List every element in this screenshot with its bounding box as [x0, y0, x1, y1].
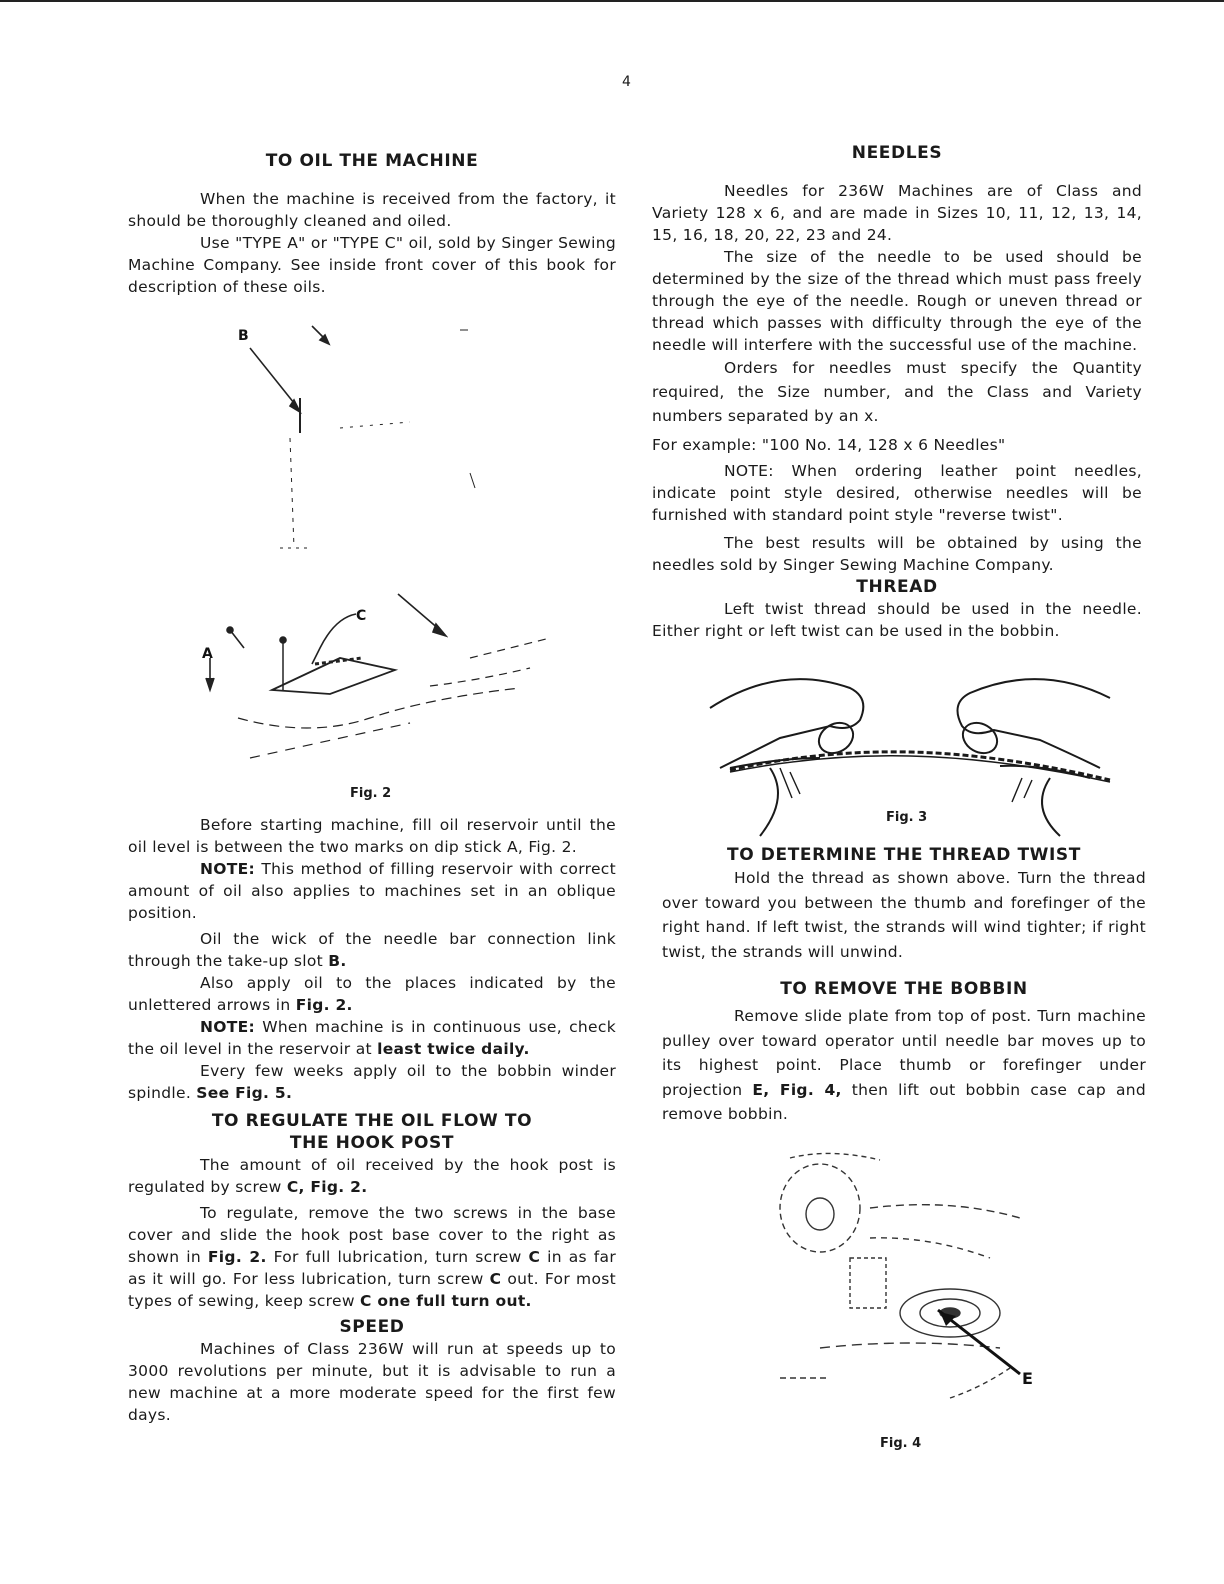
regulate-heading-1: TO REGULATE THE OIL FLOW TO — [211, 1111, 533, 1131]
fig3-caption: Fig. 3 — [886, 810, 928, 825]
needles-note-label: NOTE: — [724, 462, 774, 480]
regulate-p2-ref3: C — [489, 1270, 502, 1288]
regulate-p2-ref4: C one full turn out. — [360, 1292, 532, 1310]
note2-label: NOTE: — [200, 1018, 256, 1036]
regulate-p1-text: The amount of oil received by the hook post is regulated by screw — [128, 1156, 616, 1196]
twist-paragraph: Hold the thread as shown above. Turn the thread over toward you between the thumb and forefinger of the right hand. If left twist, the strands will wind tighter; if right twist, the strands will unwind. — [662, 869, 1146, 961]
fig2-arrow-right — [398, 594, 440, 630]
oil-heading: TO OIL THE MACHINE — [265, 151, 479, 171]
regulate-p2-ref2: C — [528, 1248, 541, 1266]
wick-text: Oil the wick of the needle bar connection link through the take-up slot — [128, 930, 616, 970]
arrows-text: Also apply oil to the places indicated by the unlettered arrows in — [128, 974, 616, 1014]
wick-ref: B. — [328, 952, 347, 970]
needles-note-text: When ordering leather point needles, indicate point style desired, otherwise needles will be furnished with standard point style "reverse twist". — [652, 462, 1143, 524]
fig3-left-thumbnail — [813, 717, 858, 759]
fig3-thread — [730, 752, 1110, 782]
twist-heading: TO DETERMINE THE THREAD TWIST — [727, 845, 1081, 865]
fig2-label-b: B — [238, 328, 249, 344]
fig2-c-leader — [312, 614, 356, 664]
regulate-p2-c: in as far as it will go. For less lubrication, turn screw — [128, 1248, 617, 1288]
speed-paragraph: Machines of Class 236W will run at speeds up to 3000 revolutions per minute, but it is advisable to run a new machine at a more moderate speed for the first few days. — [128, 1340, 616, 1424]
fig2-base-plate — [272, 658, 395, 694]
thread-heading: THREAD — [856, 577, 938, 597]
bobbin-winder-text: Every few weeks apply oil to the bobbin winder spindle. — [128, 1062, 616, 1102]
speed-heading: SPEED — [339, 1317, 405, 1337]
arrows-ref: Fig. 2. — [295, 996, 353, 1014]
fig2-b-leader — [250, 348, 298, 408]
regulate-p2-ref1: Fig. 2. — [207, 1248, 267, 1266]
regulate-p2-b: For full lubrication, turn screw — [273, 1248, 522, 1266]
fig3-right-thumbnail — [957, 717, 1002, 759]
bobbin-winder-ref: See Fig. 5. — [196, 1084, 293, 1102]
right-column-bottom — [662, 844, 1146, 1127]
note1-label: NOTE: — [200, 860, 256, 878]
regulate-heading-2: THE HOOK POST — [289, 1133, 455, 1153]
needles-paragraph-2: The size of the needle to be used should be determined by the size of the thread which must pass freely through the eye of the needle. Rough or uneven thread or thread which passes with difficulty through the eye of the needle will interfere with the successful use of the machine. — [652, 248, 1142, 354]
fig4-caption: Fig. 4 — [880, 1436, 922, 1451]
fig4-pulley — [780, 1164, 860, 1252]
thread-paragraph: Left twist thread should be used in the needle. Either right or left twist can be used in the bobbin. — [652, 600, 1142, 640]
right-column-top — [652, 142, 1142, 642]
needles-heading: NEEDLES — [851, 143, 943, 163]
oil-paragraph-2: Use "TYPE A" or "TYPE C" oil, sold by Singer Sewing Machine Company. See inside front cover of this book for description of these oils. — [128, 234, 616, 296]
fig2-b-arrowhead — [290, 400, 300, 412]
reservoir-paragraph: Before starting machine, fill oil reservoir until the oil level is between the two marks on dip stick A, Fig. 2. — [128, 816, 616, 856]
bobbin-p-a: Remove slide plate from top of post. Turn machine pulley over toward operator until needle bar moves up to its highest point. Place thumb or forefinger under projection — [662, 1007, 1146, 1099]
fig2-caption: Fig. 2 — [350, 786, 392, 801]
fig2-label-c: C — [356, 608, 367, 624]
bobbin-p-b: then lift out bobbin case cap and remove bobbin. — [662, 1080, 1147, 1123]
note1-text: This method of filling reservoir with correct amount of oil also applies to machines set in an oblique position. — [128, 860, 616, 922]
note2-bold: least twice daily. — [377, 1040, 530, 1058]
needles-paragraph-3: Orders for needles must specify the Quantity required, the Size number, and the Class and Variety numbers separated by an x. — [652, 359, 1142, 425]
oil-paragraph-1: When the machine is received from the factory, it should be thoroughly cleaned and oiled. — [128, 190, 616, 230]
regulate-p1-ref: C, Fig. 2. — [286, 1178, 368, 1196]
left-column-bottom — [128, 814, 616, 1426]
fig4-slide-plate — [850, 1258, 886, 1308]
fig2-illustration — [190, 318, 570, 788]
bobbin-heading: TO REMOVE THE BOBBIN — [780, 979, 1028, 999]
left-column-top — [128, 150, 616, 298]
top-rule — [0, 0, 1224, 2]
fig4-illustration — [770, 1148, 1050, 1428]
regulate-p2-d: out. For most types of sewing, keep screw — [128, 1270, 616, 1310]
best-results-paragraph: The best results will be obtained by using the needles sold by Singer Sewing Machine Company. — [652, 534, 1142, 574]
needles-paragraph-1: Needles for 236W Machines are of Class and Variety 128 x 6, and are made in Sizes 10, 11, 12, 13, 14, 15, 16, 18, 20, 22, 23 and 24. — [652, 182, 1142, 244]
fig2-label-a: A — [202, 646, 213, 662]
fig2-base-outline — [238, 688, 520, 728]
fig4-label-e: E — [1022, 1369, 1033, 1388]
bobbin-p-ref: E, Fig. 4, — [752, 1080, 842, 1099]
needles-example: For example: "100 No. 14, 128 x 6 Needles" — [652, 436, 1006, 454]
regulate-p2-a: To regulate, remove the two screws in the base cover and slide the hook post base cover to the right as shown in — [128, 1204, 616, 1266]
note2-text: When machine is in continuous use, check the oil level in the reservoir at — [128, 1018, 616, 1058]
page-number: 4 — [622, 74, 631, 90]
